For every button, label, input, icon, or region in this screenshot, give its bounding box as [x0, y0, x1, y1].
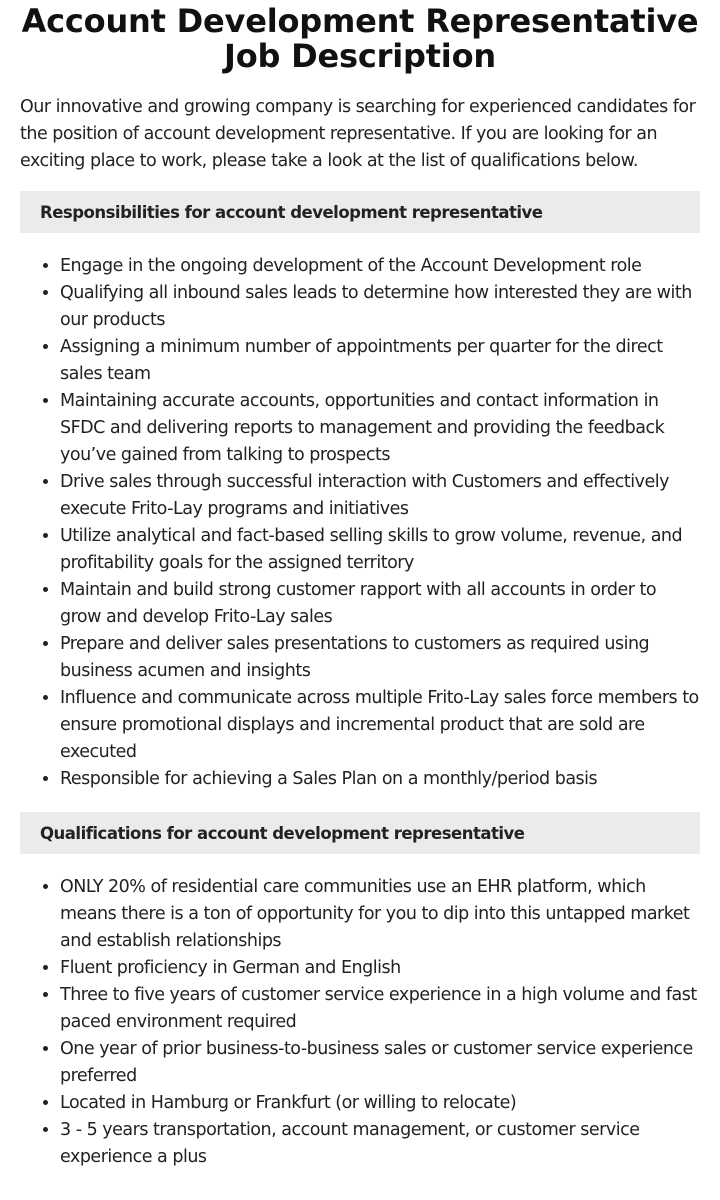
qualifications-list: [20, 874, 700, 1171]
qualifications-heading: Qualifications for account development representative: [20, 812, 700, 854]
list-item: • Influence and communicate across multiple Frito-Lay sales force members to ensure promotional displays and incremental product that are sold are executed: [60, 685, 700, 766]
list-item: • Utilize analytical and fact-based selling skills to grow volume, revenue, and profitability goals for the assigned territory: [60, 523, 700, 577]
list-item: • Three to five years of customer service experience in a high volume and fast paced environment required: [60, 982, 700, 1036]
intro-paragraph: Our innovative and growing company is searching for experienced candidates for the position of account development representative. If you are looking for an exciting place to work, please take a look at the list of qualifications below.: [20, 97, 696, 171]
responsibilities-list: [20, 253, 700, 793]
list-item: • ONLY 20% of residential care communities use an EHR platform, which means there is a ton of opportunity for you to dip into this untapped market and establish relationships: [60, 874, 700, 955]
list-item: • Engage in the ongoing development of the Account Development role: [60, 253, 700, 280]
list-item: • Located in Hamburg or Frankfurt (or willing to relocate): [60, 1090, 700, 1117]
list-item: • Maintain and build strong customer rapport with all accounts in order to grow and develop Frito-Lay sales: [60, 577, 700, 631]
list-item: • Fluent proficiency in German and English: [60, 955, 700, 982]
list-item: • Qualifying all inbound sales leads to determine how interested they are with our products: [60, 280, 700, 334]
list-item: • Assigning a minimum number of appointments per quarter for the direct sales team: [60, 334, 700, 388]
list-item: • Drive sales through successful interaction with Customers and effectively execute Frito-Lay programs and initiatives: [60, 469, 700, 523]
list-item: • 3 - 5 years transportation, account management, or customer service experience a plus: [60, 1117, 700, 1171]
list-item: • One year of prior business-to-business sales or customer service experience preferred: [60, 1036, 700, 1090]
page-title: Account Development Representative Job Description: [21, 2, 699, 75]
responsibilities-heading: Responsibilities for account development representative: [20, 191, 700, 233]
list-item: • Prepare and deliver sales presentations to customers as required using business acumen and insights: [60, 631, 700, 685]
list-item: • Maintaining accurate accounts, opportunities and contact information in SFDC and delivering reports to management and providing the feedback you’ve gained from talking to prospects: [60, 388, 700, 469]
list-item: • Responsible for achieving a Sales Plan on a monthly/period basis: [60, 766, 700, 793]
